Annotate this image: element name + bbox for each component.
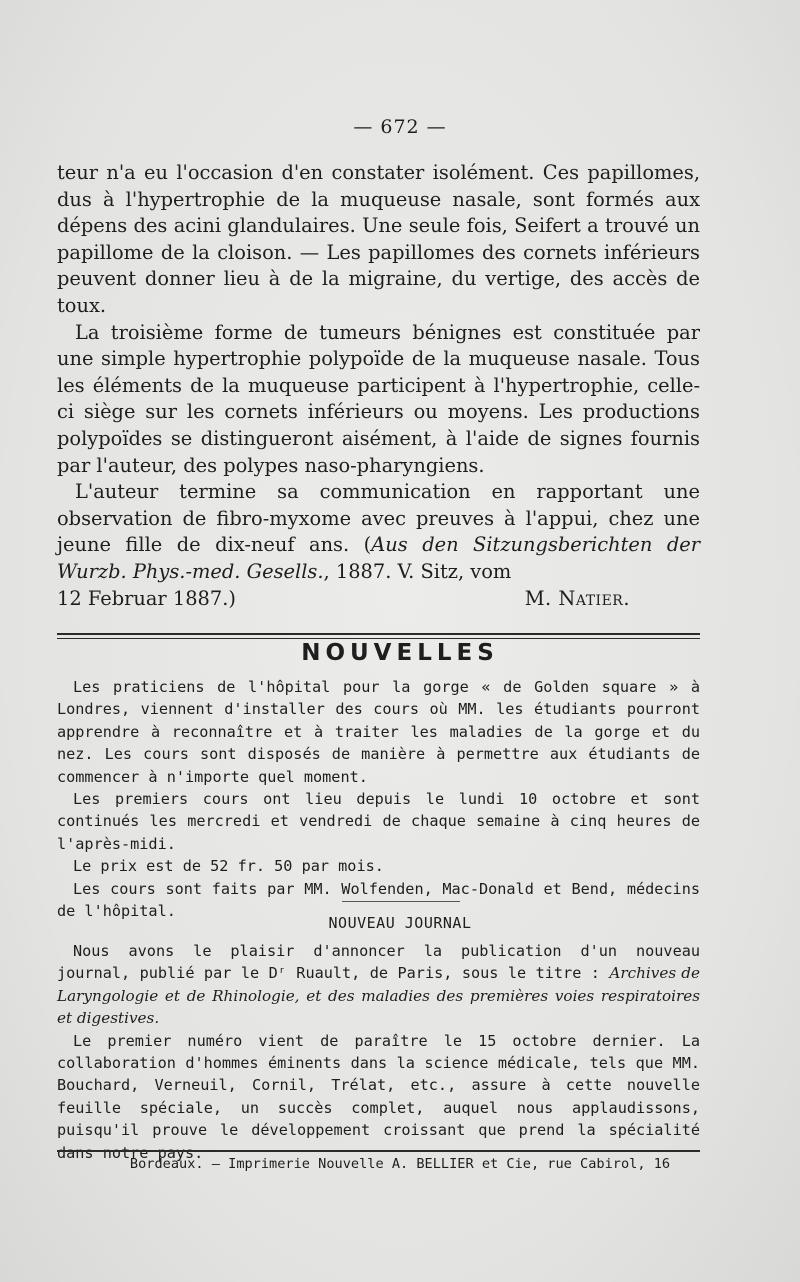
- article-body: [57, 160, 700, 612]
- article-paragraph-3: [57, 479, 700, 585]
- journal-heading: NOUVEAU JOURNAL: [328, 914, 472, 932]
- nouvelles-paragraph-1: Les praticiens de l'hôpital pour la gorge « de Golden square » à Londres, viennent d'installer des cours où MM. les étudiants pourront apprendre à reconnaître et à traiter les maladies de la gorge et du nez. Les cours sont disposés de manière à permettre aux étudiants de commencer à n'importe quel moment.: [57, 678, 700, 786]
- journal-paragraph-1: [57, 940, 700, 1030]
- nouvelles-paragraph-3: Le prix est de 52 fr. 50 par mois.: [73, 857, 384, 876]
- article-paragraph-3-text: L'auteur termine sa communication en rapportant une observation de fibro-myxome avec preuves à l'appui, chez une jeune fille de dix-neuf ans. (: [57, 480, 700, 557]
- article-paragraph-2: La troisième forme de tumeurs bénignes est constituée par une simple hypertrophie polypoïde de la muqueuse nasale. Tous les éléments de la muqueuse participent à l'hypertrophie, celle-ci siège sur les cornets inférieurs ou moyens. Les productions polypoïdes se distingueront aisément, à l'aide de signes fournis par l'auteur, des polypes naso-pharyngiens.: [57, 320, 700, 477]
- nouvelles-heading: NOUVELLES: [301, 640, 499, 666]
- author-signature: M. Natier.: [524, 586, 630, 610]
- section-divider: [57, 633, 700, 639]
- article-closing-date: 12 Februar 1887.): [57, 586, 236, 610]
- citation-italic: Aus den Sitzungsberichten der Wurzb. Phys.-med. Gesells.: [57, 533, 701, 583]
- article-paragraph-1: teur n'a eu l'occasion d'en constater isolément. Ces papillomes, dus à l'hypertrophie de la muqueuse nasale, sont formés aux dépens des acini glandulaires. Une seule fois, Seifert a trouvé un papillome de la cloison. — Les papillomes des cornets inférieurs peuvent donner lieu à de la migraine, du vertige, des accès de toux.: [57, 161, 700, 317]
- journal-paragraph-1-text: Nous avons le plaisir d'annoncer la publication d'un nouveau journal, publié par le Dʳ Ruault, de Paris, sous le titre :: [57, 942, 700, 983]
- journal-title-italic: Archives de Laryngologie et de Rhinologie, et des maladies des premières voies respiratoires et digestives.: [57, 964, 700, 1028]
- article-paragraph-3-tail: , 1887. V. Sitz, vom: [323, 559, 512, 583]
- journal-body: [57, 940, 700, 1164]
- article-closing-line: [57, 586, 700, 613]
- footer-divider: [57, 1150, 700, 1152]
- journal-paragraph-2: Le premier numéro vient de paraître le 15 octobre dernier. La collaboration d'hommes éminents dans la science médicale, tels que MM. Bouchard, Verneuil, Cornil, Trélat, etc., assure à cette nouvelle feuille spéciale, un succès complet, auquel nous applaudissons, puisqu'il prouve le développement croissant que prend la spécialité dans notre pays.: [57, 1031, 700, 1162]
- nouvelles-paragraph-4: Les cours sont faits par MM. Wolfenden, Mac-Donald et Bend, médecins de l'hôpital.: [57, 879, 700, 921]
- nouvelles-paragraph-2: Les premiers cours ont lieu depuis le lundi 10 octobre et sont continués les mercredi et vendredi de chaque semaine à cinq heures de l'après-midi.: [57, 790, 700, 853]
- page-number: — 672 —: [353, 116, 447, 138]
- subsection-divider: [342, 901, 460, 902]
- printer-imprint: Bordeaux. — Imprimerie Nouvelle A. BELLIER et Cie, rue Cabirol, 16: [129, 1156, 671, 1172]
- nouvelles-body: [57, 676, 700, 922]
